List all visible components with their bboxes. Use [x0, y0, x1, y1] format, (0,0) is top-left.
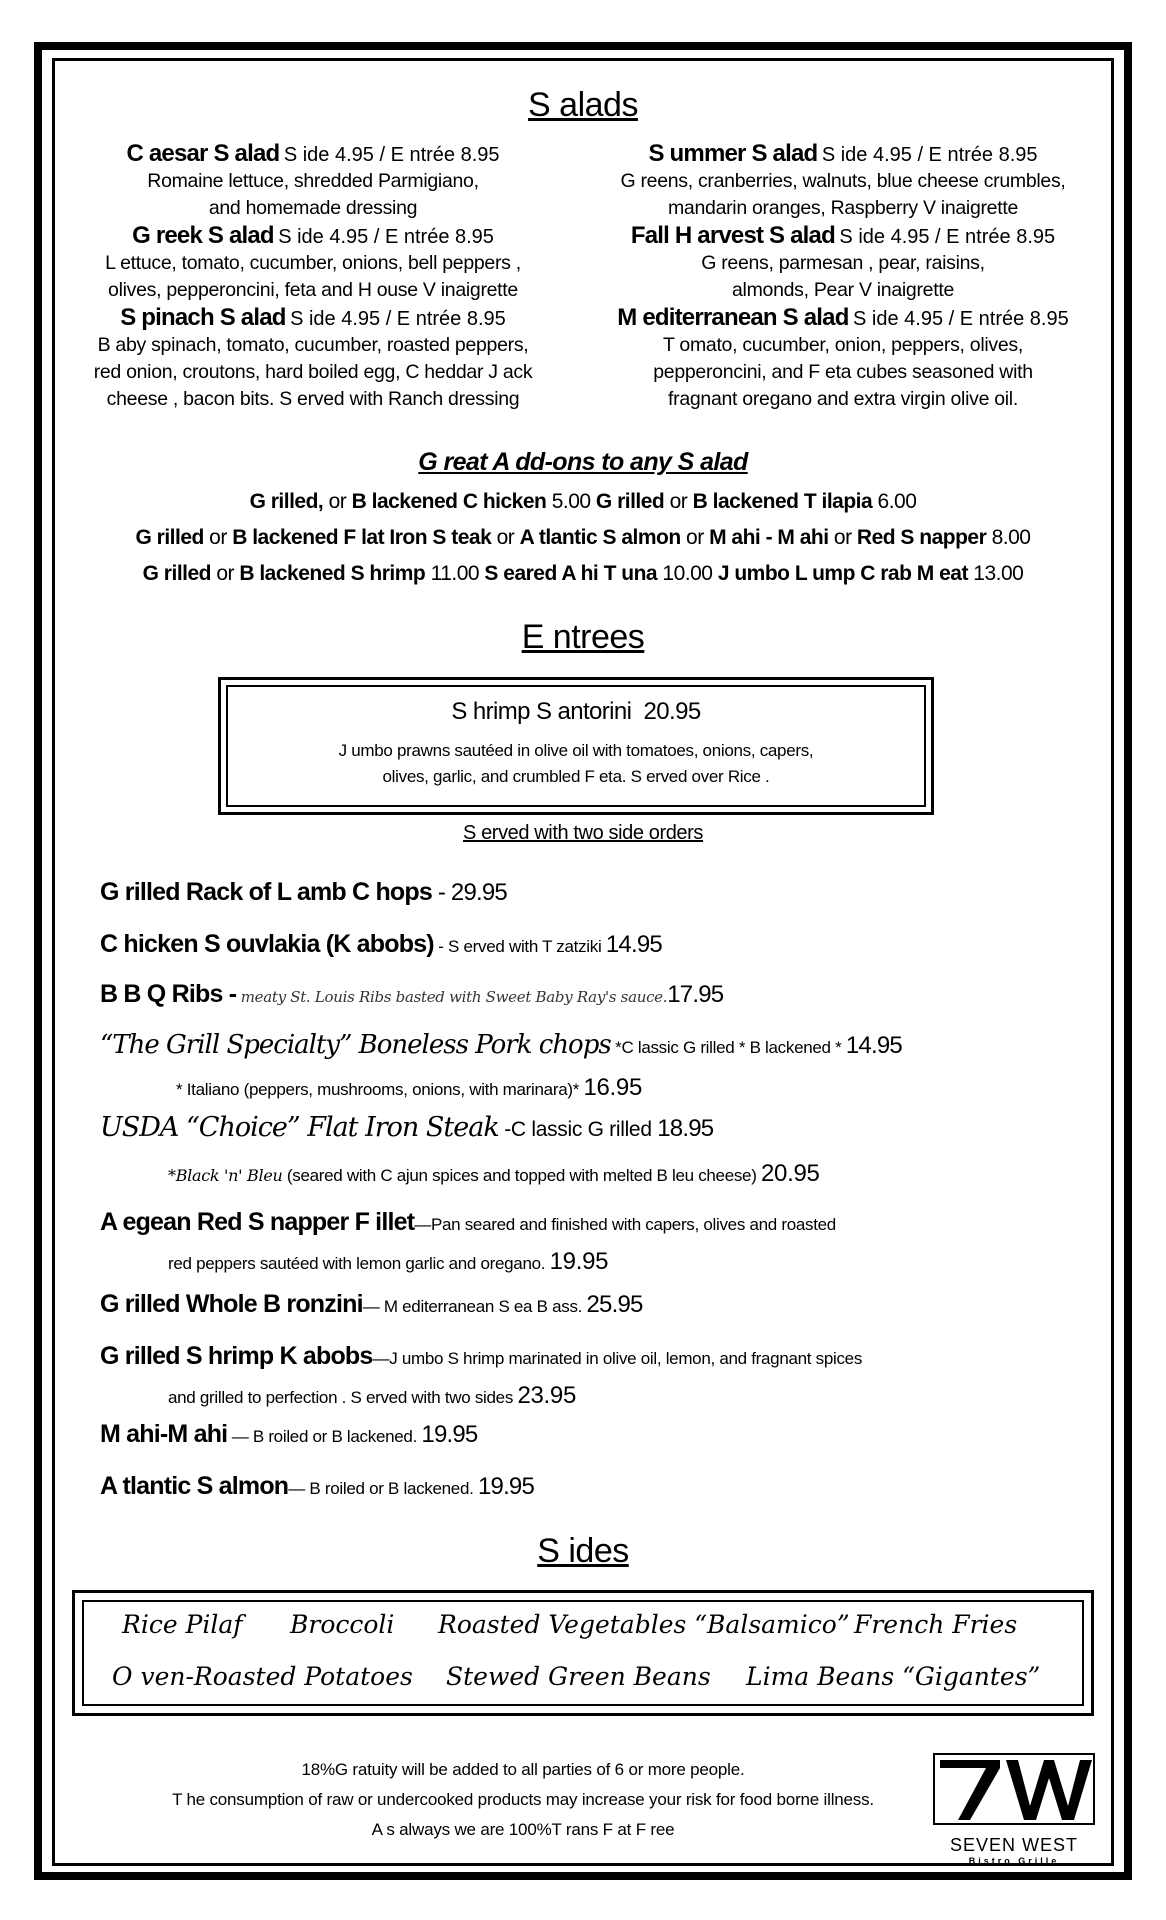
salads-heading: S alads — [528, 86, 638, 124]
addon-option: B lackened C hicken — [351, 490, 547, 513]
salad-item — [53, 140, 573, 222]
entree-name: “The Grill Specialty” Boneless Pork chops — [100, 1030, 611, 1060]
entree-lamb — [100, 878, 507, 907]
salad-item — [583, 222, 1103, 304]
entree-pork-italiano — [176, 1074, 642, 1102]
feature-title — [226, 698, 926, 726]
side-oven-roasted-potatoes: O ven-Roasted Potatoes — [112, 1662, 413, 1691]
entree-desc: — M editerranean S ea B ass. — [362, 1297, 587, 1316]
side-broccoli: Broccoli — [290, 1610, 395, 1639]
entree-name: A tlantic S almon — [100, 1472, 289, 1500]
salad-price: S ide 4.95 / E ntrée 8.95 — [839, 226, 1056, 248]
side-lima-beans: Lima Beans “Gigantes” — [746, 1662, 1041, 1691]
salad-price: S ide 4.95 / E ntrée 8.95 — [853, 308, 1069, 330]
salad-desc: Romaine lettuce, shredded Parmigiano, — [147, 170, 479, 192]
entree-bbq-ribs — [100, 980, 723, 1009]
entree-bronzini — [100, 1290, 643, 1319]
entree-price: 14.95 — [605, 931, 662, 958]
entree-desc: — B roiled or B lackened. — [227, 1427, 422, 1446]
addon-option: B lackened T ilapia — [692, 490, 873, 513]
addon-sep: or — [828, 526, 857, 549]
addon-price: 10.00 — [657, 562, 718, 585]
addon-sep: or — [203, 526, 233, 549]
salad-name: C aesar S alad — [126, 140, 280, 167]
entree-name: G rilled S hrimp K abobs — [100, 1342, 373, 1370]
entree-variant: *Black 'n' Bleu — [168, 1166, 283, 1185]
addon-price: 6.00 — [872, 490, 917, 513]
salad-name: Fall H arvest S alad — [630, 222, 835, 249]
addon-option: S eared A hi T una — [484, 562, 658, 585]
entree-price: 16.95 — [583, 1074, 643, 1101]
entree-desc: -C lassic G rilled — [498, 1118, 658, 1141]
side-stewed-green-beans: Stewed Green Beans — [446, 1662, 711, 1691]
salad-item — [583, 304, 1103, 413]
logo-name: SEVEN WEST — [949, 1835, 1079, 1855]
feature-desc-line: olives, garlic, and crumbled F eta. S erved over Rice . — [382, 767, 770, 786]
salad-desc: red onion, croutons, hard boiled egg, C heddar J ack — [93, 361, 533, 383]
feature-name: S hrimp S antorini — [451, 698, 632, 725]
salads-left-column — [53, 140, 573, 413]
entree-red-snapper — [100, 1208, 836, 1237]
addon-option: Red S napper — [856, 526, 987, 549]
addons-heading: G reat A dd-ons to any S alad — [418, 448, 748, 476]
entree-mahi-mahi — [100, 1420, 477, 1449]
salad-desc: T omato, cucumber, onion, peppers, olives, — [663, 334, 1023, 356]
addon-option: B lackened S hrimp — [239, 562, 426, 585]
entree-shrimp-kabobs — [100, 1342, 862, 1371]
addon-option: A tlantic S almon — [519, 526, 681, 549]
addon-sep: or — [491, 526, 520, 549]
addon-sep: or — [323, 490, 352, 513]
entree-desc: * Italiano (peppers, mushrooms, onions, with marinara)* — [176, 1080, 584, 1099]
entree-price: 17.95 — [667, 981, 724, 1008]
feature-description — [226, 738, 926, 790]
salad-desc: cheese , bacon bits. S erved with Ranch dressing — [106, 388, 520, 410]
entree-souvlakia — [100, 930, 662, 959]
entree-desc: — B roiled or B lackened. — [288, 1479, 478, 1498]
sides-heading: S ides — [537, 1532, 629, 1570]
entree-price: 20.95 — [761, 1160, 820, 1187]
side-roasted-vegetables: Roasted Vegetables “Balsamico” — [438, 1610, 850, 1639]
entree-pork-chops — [100, 1030, 902, 1060]
entree-desc: —Pan seared and finished with capers, olives and roasted — [414, 1215, 836, 1234]
seven-west-logo — [930, 1750, 1098, 1866]
salad-name: S pinach S alad — [120, 304, 286, 331]
salad-desc: mandarin oranges, Raspberry V inaigrette — [667, 197, 1019, 219]
addon-price: 13.00 — [967, 562, 1024, 585]
addon-sep: or — [664, 490, 693, 513]
entree-name: G rilled Rack of L amb C hops — [100, 878, 432, 906]
entree-name: M ahi-M ahi — [100, 1420, 228, 1448]
entree-desc: red peppers sautéed with lemon garlic and oregano. — [168, 1254, 550, 1273]
salad-desc: and homemade dressing — [208, 197, 418, 219]
salad-desc: B aby spinach, tomato, cucumber, roasted peppers, — [97, 334, 529, 356]
salad-desc: G reens, cranberries, walnuts, blue cheese crumbles, — [620, 170, 1066, 192]
salad-desc: fragnant oregano and extra virgin olive oil. — [668, 388, 1018, 410]
entree-black-n-bleu — [168, 1160, 820, 1188]
addons-line-1 — [0, 490, 1166, 514]
entree-desc: - S erved with T zatziki — [433, 937, 606, 956]
food-safety-note: T he consumption of raw or undercooked products may increase your risk for food borne illness. — [172, 1790, 874, 1809]
salad-desc: G reens, parmesan , pear, raisins, — [701, 252, 985, 274]
salad-price: S ide 4.95 / E ntrée 8.95 — [283, 144, 500, 166]
entree-desc: —J umbo S hrimp marinated in olive oil, lemon, and fragnant spices — [372, 1349, 863, 1368]
entree-name: A egean Red S napper F illet — [100, 1208, 415, 1236]
entree-flat-iron-steak — [100, 1112, 713, 1143]
side-french-fries: French Fries — [854, 1610, 1018, 1639]
trans-fat-note: A s always we are 100%T rans F at F ree — [371, 1820, 675, 1839]
addon-option: J umbo L ump C rab M eat — [717, 562, 968, 585]
addon-price: 8.00 — [986, 526, 1031, 549]
addon-option: G rilled — [135, 526, 204, 549]
addons-line-3 — [0, 562, 1166, 586]
salad-price: S ide 4.95 / E ntrée 8.95 — [278, 226, 494, 248]
entree-desc: *C lassic G rilled * B lackened * — [610, 1038, 846, 1057]
entree-price: 25.95 — [586, 1291, 643, 1318]
entree-price: 19.95 — [477, 1473, 535, 1500]
addon-sep: or — [680, 526, 710, 549]
entree-name: G rilled Whole B ronzini — [100, 1290, 363, 1318]
feature-price: 20.95 — [643, 698, 701, 725]
entree-desc: (seared with C ajun spices and topped with melted B leu cheese) — [282, 1166, 761, 1185]
salad-price: S ide 4.95 / E ntrée 8.95 — [821, 144, 1038, 166]
salad-name: M editerranean S alad — [617, 304, 849, 331]
addons-line-2 — [0, 526, 1166, 550]
addon-price: 11.00 — [425, 562, 485, 585]
entree-price: 19.95 — [421, 1421, 478, 1448]
entree-red-snapper-cont — [168, 1248, 608, 1276]
salads-right-column — [583, 140, 1103, 413]
salad-desc: almonds, Pear V inaigrette — [732, 279, 954, 301]
entree-desc: meaty St. Louis Ribs basted with Sweet Baby Ray's sauce. — [236, 988, 668, 1006]
salad-item — [53, 304, 573, 413]
addon-price: 5.00 — [546, 490, 596, 513]
entree-shrimp-kabobs-cont — [168, 1382, 576, 1410]
side-rice-pilaf: Rice Pilaf — [122, 1610, 243, 1639]
entree-name: C hicken S ouvlakia (K abobs) — [100, 930, 434, 958]
entree-price: - 29.95 — [431, 879, 507, 906]
addon-option: G rilled — [142, 562, 211, 585]
entree-name: USDA “Choice” Flat Iron Steak — [100, 1112, 499, 1143]
entree-price: 23.95 — [517, 1382, 577, 1409]
salad-name: S ummer S alad — [648, 140, 818, 167]
feature-desc-line: J umbo prawns sautéed in olive oil with tomatoes, onions, capers, — [338, 741, 814, 760]
salad-item — [583, 140, 1103, 222]
salad-desc: L ettuce, tomato, cucumber, onions, bell peppers , — [105, 252, 521, 274]
gratuity-note: 18%G ratuity will be added to all parties of 6 or more people. — [301, 1760, 745, 1779]
entree-desc: and grilled to perfection . S erved with two sides — [168, 1388, 518, 1407]
addon-option: G rilled — [595, 490, 665, 513]
logo-tagline: Bistro Grille — [968, 1856, 1060, 1866]
salad-desc: pepperoncini, and F eta cubes seasoned with — [653, 361, 1033, 383]
addon-sep: or — [211, 562, 240, 585]
entrees-heading: E ntrees — [521, 618, 645, 656]
salad-name: G reek S alad — [132, 222, 274, 249]
entree-name: B B Q Ribs - — [100, 980, 237, 1008]
salad-desc: olives, pepperoncini, feta and H ouse V inaigrette — [108, 279, 518, 301]
entree-atlantic-salmon — [100, 1472, 534, 1501]
salad-price: S ide 4.95 / E ntrée 8.95 — [290, 308, 506, 330]
served-note: S erved with two side orders — [462, 822, 704, 844]
seven-west-logo-mark — [930, 1750, 1098, 1828]
salad-item — [53, 222, 573, 304]
entree-price: 19.95 — [549, 1248, 609, 1275]
entree-price: 18.95 — [657, 1115, 714, 1142]
entree-price: 14.95 — [845, 1032, 902, 1059]
addon-option: M ahi - M ahi — [709, 526, 829, 549]
addon-option: B lackened F lat Iron S teak — [232, 526, 492, 549]
addon-option: G rilled, — [249, 490, 324, 513]
